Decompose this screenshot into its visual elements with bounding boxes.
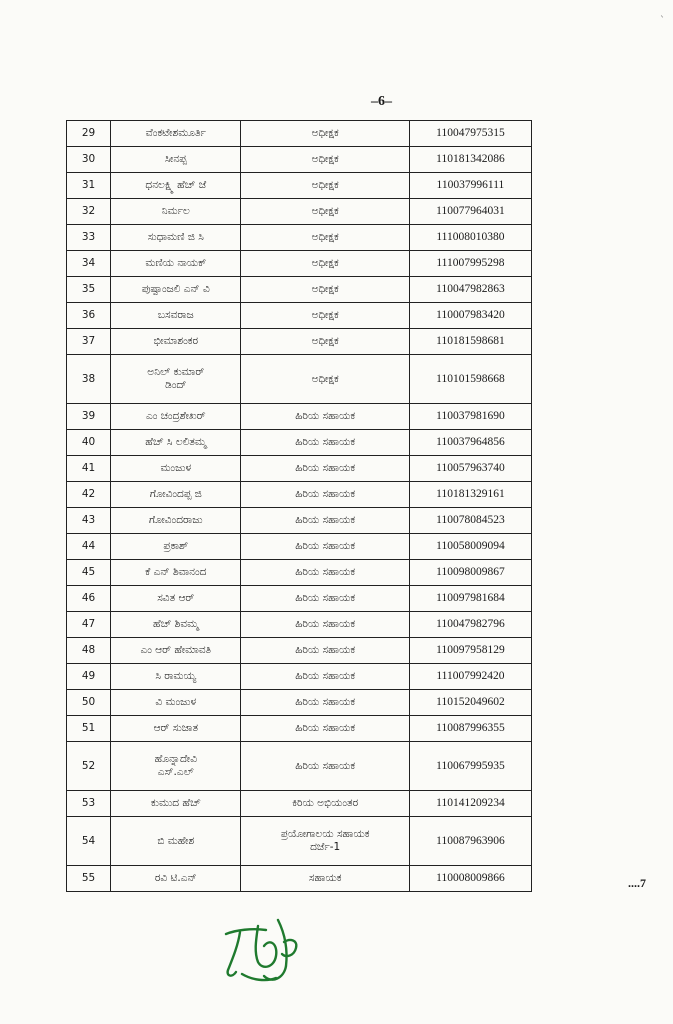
signature [218, 912, 318, 998]
table-row [67, 612, 532, 638]
designation: ಅಧೀಕ್ಷಕ [241, 303, 409, 329]
designation: ಹಿರಿಯ ಸಹಾಯಕ [241, 716, 409, 742]
designation: ಅಧೀಕ್ಷಕ [241, 121, 409, 147]
table-row [67, 404, 532, 430]
designation: ಅಧೀಕ್ಷಕ [241, 199, 409, 225]
designation [241, 817, 409, 866]
employee-id: 110141209234 [409, 791, 531, 817]
serial-number: 39 [67, 404, 111, 430]
employee-name: ಮಂಜುಳ [111, 456, 241, 482]
employee-id: 110047975315 [409, 121, 531, 147]
employee-name: ಸುಧಾಮಣಿ ಜಿ ಸಿ [111, 225, 241, 251]
table-row [67, 225, 532, 251]
employee-name: ವೆಂಕಟೇಶಮೂರ್ತಿ [111, 121, 241, 147]
employee-name: ಗೋವಿಂದರಾಜು [111, 508, 241, 534]
serial-number: 45 [67, 560, 111, 586]
table-row [67, 817, 532, 866]
table-row [67, 199, 532, 225]
employee-id: 110057963740 [409, 456, 531, 482]
serial-number: 43 [67, 508, 111, 534]
table-row [67, 560, 532, 586]
table-row [67, 534, 532, 560]
employee-name: ಕೆ ಎನ್ ಶಿವಾನಂದ [111, 560, 241, 586]
table-row [67, 173, 532, 199]
designation: ಹಿರಿಯ ಸಹಾಯಕ [241, 508, 409, 534]
table-row [67, 303, 532, 329]
employee-name-line: ಅನಿಲ್ ಕುಮಾರ್ [147, 366, 205, 378]
employee-id: 111007992420 [409, 664, 531, 690]
serial-number: 55 [67, 866, 111, 892]
designation: ಅಧೀಕ್ಷಕ [241, 277, 409, 303]
employee-name [111, 742, 241, 791]
employee-name: ಕುಮುದ ಹೆಚ್ [111, 791, 241, 817]
page-number: –6– [371, 94, 392, 109]
continued-marker: ....7 [628, 876, 646, 890]
designation: ಹಿರಿಯ ಸಹಾಯಕ [241, 690, 409, 716]
serial-number: 29 [67, 121, 111, 147]
table-row [67, 508, 532, 534]
employee-id: 110097981684 [409, 586, 531, 612]
serial-number: 51 [67, 716, 111, 742]
designation: ಅಧೀಕ್ಷಕ [241, 355, 409, 404]
employee-id: 110078084523 [409, 508, 531, 534]
serial-number: 32 [67, 199, 111, 225]
designation: ಹಿರಿಯ ಸಹಾಯಕ [241, 534, 409, 560]
designation: ಹಿರಿಯ ಸಹಾಯಕ [241, 560, 409, 586]
employee-id: 110037981690 [409, 404, 531, 430]
designation: ಹಿರಿಯ ಸಹಾಯಕ [241, 482, 409, 508]
designation-line: ಪ್ರಯೋಗಾಲಯ ಸಹಾಯಕ [280, 828, 370, 840]
designation: ಅಧೀಕ್ಷಕ [241, 225, 409, 251]
table-row [67, 329, 532, 355]
table-row [67, 277, 532, 303]
designation: ಅಧೀಕ್ಷಕ [241, 329, 409, 355]
serial-number: 40 [67, 430, 111, 456]
employee-name: ವಿ ಮಂಜುಳ [111, 690, 241, 716]
designation: ಹಿರಿಯ ಸಹಾಯಕ [241, 638, 409, 664]
employee-name: ಆರ್ ಸುಜಾತ [111, 716, 241, 742]
serial-number: 38 [67, 355, 111, 404]
employee-id: 110007983420 [409, 303, 531, 329]
serial-number: 31 [67, 173, 111, 199]
table-row [67, 430, 532, 456]
table-row [67, 690, 532, 716]
table-row [67, 586, 532, 612]
employee-name: ಧನಲಕ್ಷ್ಮಿ ಹೆಚ್ ಜೆ [111, 173, 241, 199]
serial-number: 52 [67, 742, 111, 791]
designation-line: ದರ್ಜೆ-1 [310, 841, 341, 853]
employee-id: 110181329161 [409, 482, 531, 508]
table-row [67, 638, 532, 664]
employee-id: 110008009866 [409, 866, 531, 892]
designation: ಅಧೀಕ್ಷಕ [241, 147, 409, 173]
employee-name: ಗೋವಿಂದಪ್ಪ ಜಿ [111, 482, 241, 508]
employee-name: ಬಸವರಾಜ [111, 303, 241, 329]
serial-number: 33 [67, 225, 111, 251]
employee-name: ನಿರ್ಮಲ [111, 199, 241, 225]
employee-id: 110047982796 [409, 612, 531, 638]
table-row [67, 482, 532, 508]
designation: ಹಿರಿಯ ಸಹಾಯಕ [241, 430, 409, 456]
table-row [67, 716, 532, 742]
designation: ಸಹಾಯಕ [241, 866, 409, 892]
employee-id: 110097958129 [409, 638, 531, 664]
serial-number: 36 [67, 303, 111, 329]
employee-name: ಎಂ ಆರ್ ಹೇಮಾವತಿ [111, 638, 241, 664]
employee-id: 110047982863 [409, 277, 531, 303]
employee-name [111, 355, 241, 404]
table-row [67, 456, 532, 482]
employee-id: 110152049602 [409, 690, 531, 716]
employee-name: ಎಂ ಚಂದ್ರಶೇಖರ್ [111, 404, 241, 430]
serial-number: 53 [67, 791, 111, 817]
designation: ಅಧೀಕ್ಷಕ [241, 173, 409, 199]
employee-name-line: ಹೊನ್ನಾದೇವಿ [154, 753, 197, 765]
serial-number: 30 [67, 147, 111, 173]
designation: ಹಿರಿಯ ಸಹಾಯಕ [241, 586, 409, 612]
employee-name: ಭೀಮಾಶಂಕರ [111, 329, 241, 355]
serial-number: 41 [67, 456, 111, 482]
employee-id: 110098009867 [409, 560, 531, 586]
employee-id: 110087963906 [409, 817, 531, 866]
serial-number: 49 [67, 664, 111, 690]
employee-name: ಪುಷ್ಪಾಂಜಲಿ ಎನ್ ವಿ [111, 277, 241, 303]
serial-number: 47 [67, 612, 111, 638]
designation: ಹಿರಿಯ ಸಹಾಯಕ [241, 742, 409, 791]
scan-speck: ˋ [660, 16, 665, 27]
table-row [67, 355, 532, 404]
employee-name: ಸಿ ರಾಮಯ್ಯ [111, 664, 241, 690]
employee-id: 110181342086 [409, 147, 531, 173]
designation: ಹಿರಿಯ ಸಹಾಯಕ [241, 404, 409, 430]
staff-table [66, 120, 532, 892]
designation: ಹಿರಿಯ ಸಹಾಯಕ [241, 456, 409, 482]
employee-name: ಹೆಚ್ ಸಿ ಲಲಿತಮ್ಮ [111, 430, 241, 456]
employee-id: 110077964031 [409, 199, 531, 225]
employee-id: 110058009094 [409, 534, 531, 560]
signature-mark [218, 912, 318, 994]
employee-name-line: ಎಸ್.ಎಲ್ [157, 766, 194, 778]
serial-number: 44 [67, 534, 111, 560]
employee-id: 110087996355 [409, 716, 531, 742]
employee-id: 111008010380 [409, 225, 531, 251]
employee-name: ಬಿ ಮಹೇಶ [111, 817, 241, 866]
serial-number: 48 [67, 638, 111, 664]
employee-name: ಪ್ರಕಾಶ್ [111, 534, 241, 560]
serial-number: 50 [67, 690, 111, 716]
table-row [67, 147, 532, 173]
designation: ಕಿರಿಯ ಅಭಿಯಂತರ [241, 791, 409, 817]
employee-id: 111007995298 [409, 251, 531, 277]
serial-number: 35 [67, 277, 111, 303]
serial-number: 34 [67, 251, 111, 277]
employee-name: ಮಣಿಯ ನಾಯಕ್ [111, 251, 241, 277]
employee-id: 110101598668 [409, 355, 531, 404]
table-row [67, 664, 532, 690]
designation: ಹಿರಿಯ ಸಹಾಯಕ [241, 612, 409, 638]
table-row [67, 866, 532, 892]
serial-number: 37 [67, 329, 111, 355]
table-row [67, 251, 532, 277]
serial-number: 54 [67, 817, 111, 866]
employee-name: ರವಿ ಟಿ.ಎನ್ [111, 866, 241, 892]
employee-id: 110037996111 [409, 173, 531, 199]
employee-name: ಹೆಚ್ ಶಿವಮ್ಮ [111, 612, 241, 638]
employee-name: ಸೀನಪ್ಪ [111, 147, 241, 173]
employee-name-line: ಡಿಂದ್ [165, 379, 187, 391]
employee-id: 110037964856 [409, 430, 531, 456]
serial-number: 46 [67, 586, 111, 612]
employee-id: 110067995935 [409, 742, 531, 791]
serial-number: 42 [67, 482, 111, 508]
designation: ಅಧೀಕ್ಷಕ [241, 251, 409, 277]
employee-name: ಸವಿತ ಆರ್ [111, 586, 241, 612]
designation: ಹಿರಿಯ ಸಹಾಯಕ [241, 664, 409, 690]
table-row [67, 121, 532, 147]
table-row [67, 742, 532, 791]
employee-id: 110181598681 [409, 329, 531, 355]
signature-strokes [226, 920, 296, 980]
table-row [67, 791, 532, 817]
